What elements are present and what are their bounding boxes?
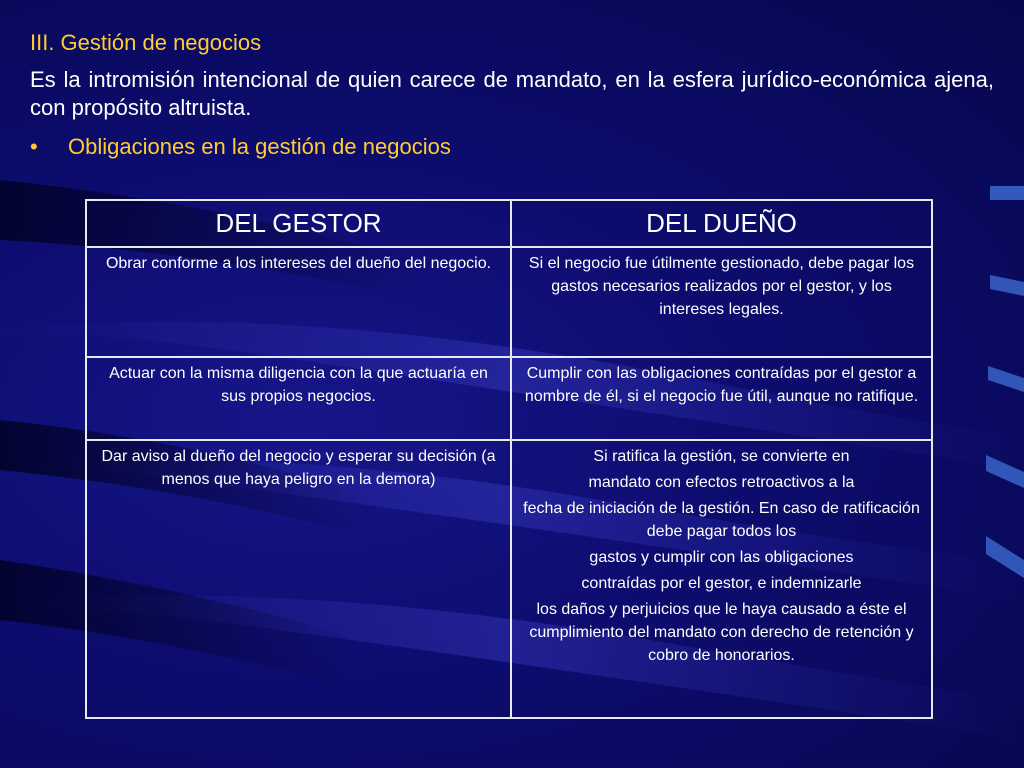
dueno-cell: Si el negocio fue útilmente gestionado, debe pagar los gastos necesarios realizados por el gestor, y los intereses legales.	[511, 247, 932, 357]
bullet-item	[30, 134, 451, 160]
header-del-gestor: DEL GESTOR	[86, 200, 511, 247]
dueno-line: los daños y perjuicios que le haya causado a éste el cumplimiento del mandato con derecho de retención y cobro de honorarios.	[529, 601, 914, 664]
gestor-cell: Dar aviso al dueño del negocio y esperar su decisión (a menos que haya peligro en la demora)	[86, 440, 511, 718]
intro-paragraph: Es la intromisión intencional de quien carece de mandato, en la esfera jurídico-económica ajena, con propósito altruista.	[30, 67, 994, 120]
obligations-table	[85, 199, 933, 719]
header-del-dueno: DEL DUEÑO	[511, 200, 932, 247]
dueno-cell	[511, 440, 932, 718]
dueno-line: contraídas por el gestor, e indemnizarle	[581, 575, 862, 592]
table-row	[86, 440, 932, 718]
dueno-line: mandato con efectos retroactivos a la	[588, 474, 855, 491]
table-row	[86, 247, 932, 357]
gestor-cell: Actuar con la misma diligencia con la que actuaría en sus propios negocios.	[86, 357, 511, 440]
dueno-cell: Cumplir con las obligaciones contraídas por el gestor a nombre de él, si el negocio fue útil, aunque no ratifique.	[511, 357, 932, 440]
bullet-text: Obligaciones en la gestión de negocios	[68, 134, 451, 159]
dueno-line: gastos y cumplir con las obligaciones	[589, 549, 854, 566]
gestor-cell: Obrar conforme a los intereses del dueño del negocio.	[86, 247, 511, 357]
dueno-line: fecha de iniciación de la gestión. En caso de ratificación debe pagar todos los	[523, 500, 920, 540]
bullet-dot: •	[30, 134, 38, 159]
slide-title: III. Gestión de negocios	[30, 30, 262, 55]
table-row	[86, 357, 932, 440]
table-header-row	[86, 200, 932, 247]
dueno-line: Si ratifica la gestión, se convierte en	[593, 448, 850, 465]
